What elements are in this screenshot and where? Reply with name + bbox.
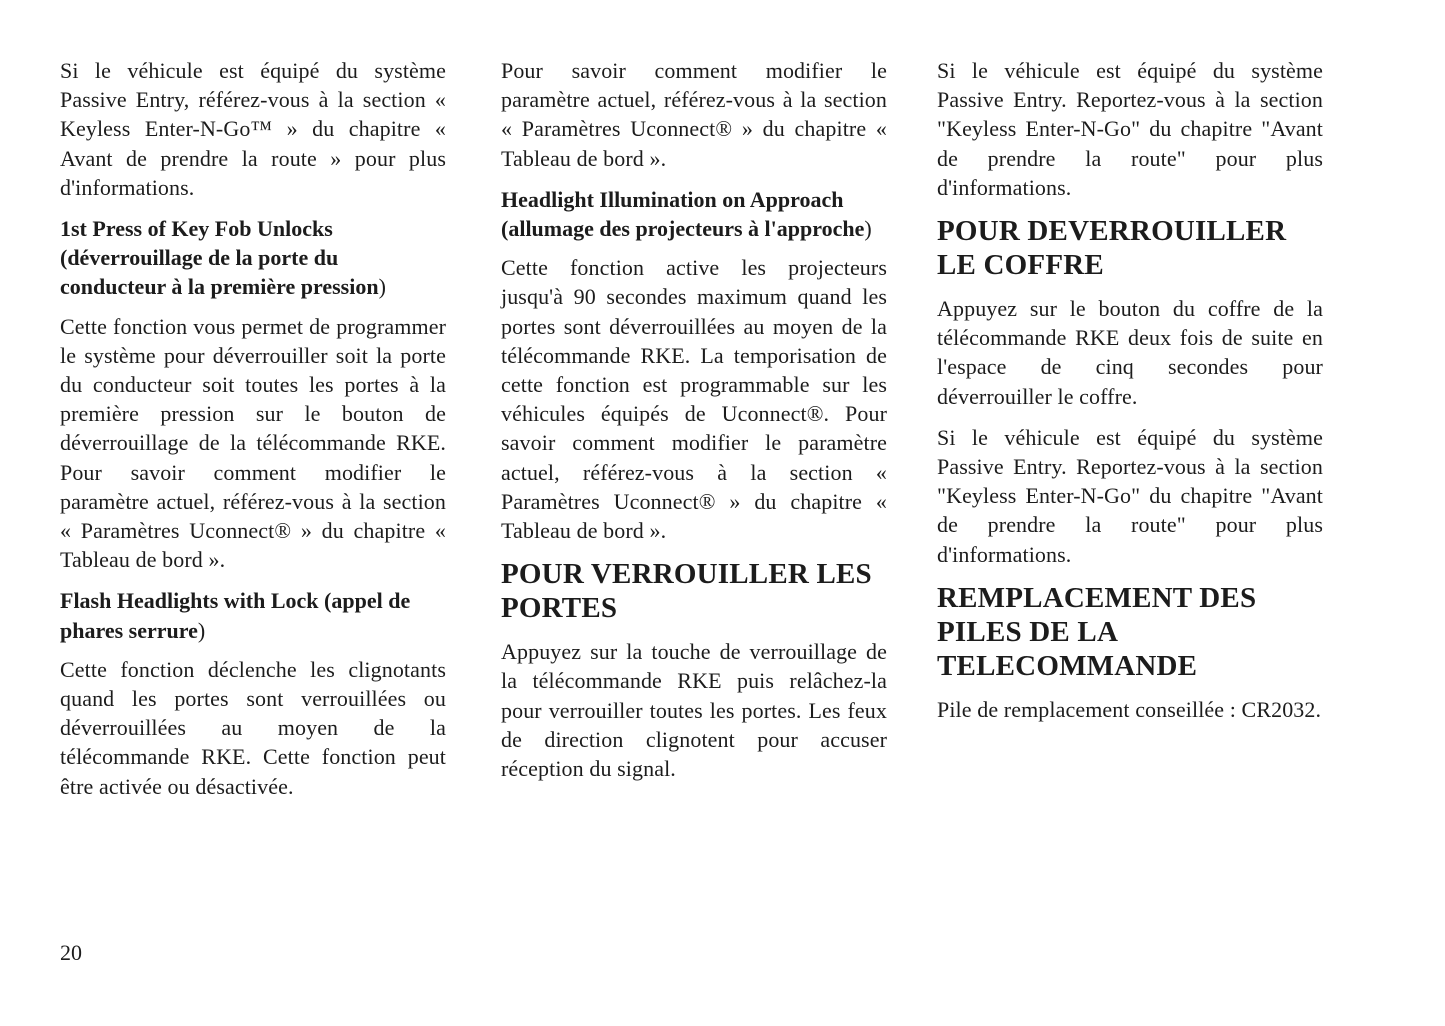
column-2: [501, 56, 887, 795]
heading-headlight-text: Headlight Illumination on Approach (allumage des projecteurs à l'approche: [501, 186, 865, 242]
heading-first-press-close: ): [378, 274, 386, 300]
column-3: [937, 56, 1323, 736]
section-title-unlock-trunk: POUR DEVERROUILLER LE COFFRE: [937, 215, 1287, 282]
section-title-battery-replacement: REMPLACEMENT DES PILES DE LA TELECOMMANDE: [937, 581, 1257, 682]
paragraph-flash-headlights: Cette fonction déclenche les clignotants quand les portes sont verrouillées ou déverrouillées au moyen de la télécommande RKE. Cette fonction peut être activée ou désactivée.: [60, 656, 446, 799]
heading-first-press-text: 1st Press of Key Fob Unlocks (déverrouillage de la porte du conducteur à la première pression: [60, 216, 379, 300]
heading-flash-close: ): [197, 617, 206, 643]
heading-first-press-unlocks: [60, 214, 446, 302]
paragraph-unlock-trunk: Appuyez sur le bouton du coffre de la télécommande RKE deux fois de suite en l'espace de cinq secondes pour déverrouiller le coffre.: [937, 296, 1323, 409]
heading-headlight-illumination: [501, 185, 887, 243]
page-number: 20: [60, 940, 82, 965]
paragraph-first-press-unlocks: Cette fonction vous permet de programmer le système pour déverrouiller soit la porte du conducteur soit toutes les portes à la première pression sur le bouton de déverrouillage de la télécommande RKE. Pour savoir comment modifier le paramètre actuel, référez-vous à la section « Paramètres Uconnect® » du chapitre « Tableau de bord ».: [60, 313, 446, 573]
column-1: [60, 56, 446, 813]
paragraph-modify-setting: Pour savoir comment modifier le paramètre actuel, référez-vous à la section « Paramètres Uconnect® » du chapitre « Tableau de bord ».: [501, 58, 887, 171]
paragraph-battery-replacement: Pile de remplacement conseillée : CR2032.: [937, 696, 1322, 722]
paragraph-passive-entry: Si le véhicule est équipé du système Passive Entry, référez-vous à la section « Keyless Enter-N-Go™ » du chapitre « Avant de prendre la route » pour plus d'informations.: [60, 58, 446, 200]
heading-flash-text: Flash Headlights with Lock (appel de phares serrure: [60, 588, 411, 643]
paragraph-passive-entry-2: Si le véhicule est équipé du système Passive Entry. Reportez-vous à la section "Keyless Enter-N-Go" du chapitre "Avant de prendre la route" pour plus d'informations.: [937, 424, 1323, 567]
heading-headlight-close: ): [864, 216, 872, 242]
heading-flash-headlights: [60, 586, 446, 644]
paragraph-passive-entry-1: Si le véhicule est équipé du système Passive Entry. Reportez-vous à la section "Keyless Enter-N-Go" du chapitre "Avant de prendre la route" pour plus d'informations.: [937, 58, 1323, 200]
section-title-lock-doors: POUR VERROUILLER LES PORTES: [501, 558, 872, 625]
paragraph-lock-doors: Appuyez sur la touche de verrouillage de la télécommande RKE puis relâchez-la pour verrouiller toutes les portes. Les feux de direction clignotent pour accuser réception du signal.: [501, 639, 887, 782]
paragraph-headlight-illumination: Cette fonction active les projecteurs jusqu'à 90 secondes maximum quand les portes sont déverrouillées au moyen de la télécommande RKE. La temporisation de cette fonction est programmable sur les véhicules équipés de Uconnect®. Pour savoir comment modifier le paramètre actuel, référez-vous à la section « Paramètres Uconnect® » du chapitre « Tableau de bord ».: [501, 255, 887, 544]
